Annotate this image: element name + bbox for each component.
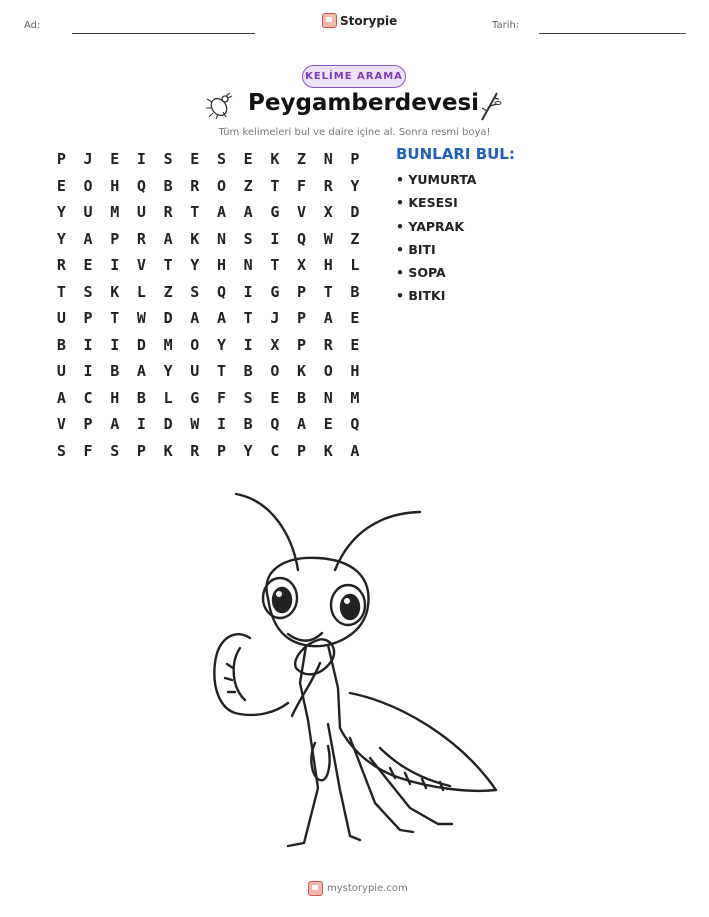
grid-letter[interactable]: P — [136, 441, 146, 460]
grid-letter[interactable]: Q — [136, 176, 146, 195]
storypie-logo-icon — [308, 881, 323, 896]
grid-letter[interactable]: T — [56, 282, 66, 301]
grid-letter[interactable]: W — [190, 415, 200, 434]
grid-letter[interactable]: P — [216, 441, 226, 460]
grid-letter[interactable]: A — [163, 229, 173, 248]
grid-letter[interactable]: Q — [297, 229, 307, 248]
word-search-badge: KELİME ARAMA — [302, 65, 406, 88]
grid-letter[interactable]: E — [110, 150, 120, 169]
grid-letter[interactable]: A — [350, 441, 360, 460]
grid-letter[interactable]: M — [163, 335, 173, 354]
grid-letter[interactable]: B — [110, 362, 120, 381]
grid-letter[interactable]: E — [350, 335, 360, 354]
grid-letter[interactable]: D — [136, 335, 146, 354]
grid-letter[interactable]: A — [243, 203, 253, 222]
word-item: • YAPRAK — [396, 218, 465, 234]
grid-letter[interactable]: Y — [56, 203, 66, 222]
instructions: Tüm kelimeleri bul ve daire içine al. Sonra resmi boya! — [218, 127, 491, 138]
grid-letter[interactable]: P — [297, 335, 307, 354]
grid-letter[interactable]: I — [110, 256, 120, 275]
grid-letter[interactable]: E — [83, 256, 93, 275]
grid-letter[interactable]: Q — [216, 282, 226, 301]
grid-letter[interactable]: H — [216, 256, 226, 275]
grid-letter[interactable]: B — [350, 282, 360, 301]
page-title: Peygamberdevesi — [248, 90, 480, 116]
grid-letter[interactable]: S — [110, 441, 120, 460]
word-item: • SOPA — [396, 265, 446, 281]
grid-letter[interactable]: Y — [350, 176, 360, 195]
grid-letter[interactable]: H — [110, 176, 120, 195]
grid-letter[interactable]: F — [297, 176, 307, 195]
grid-row — [48, 279, 368, 306]
grid-letter[interactable]: D — [163, 309, 173, 328]
find-list-title: BUNLARI BUL: — [396, 145, 515, 163]
grid-letter[interactable]: P — [110, 229, 120, 248]
grid-letter[interactable]: M — [110, 203, 120, 222]
grid-letter[interactable]: L — [163, 388, 173, 407]
grid-letter[interactable]: G — [270, 203, 280, 222]
grid-letter[interactable]: Z — [350, 229, 360, 248]
grid-letter[interactable]: X — [297, 256, 307, 275]
grid-letter[interactable]: A — [56, 388, 66, 407]
grid-letter[interactable]: M — [350, 388, 360, 407]
grid-letter[interactable]: L — [350, 256, 360, 275]
grid-letter[interactable]: A — [83, 229, 93, 248]
grid-letter[interactable]: N — [323, 388, 333, 407]
grid-row — [48, 252, 368, 279]
grid-letter[interactable]: J — [270, 309, 280, 328]
grid-letter[interactable]: U — [56, 362, 66, 381]
grid-letter[interactable]: V — [297, 203, 307, 222]
date-label: Tarih: — [492, 20, 520, 31]
grid-letter[interactable]: S — [243, 388, 253, 407]
footer — [308, 881, 408, 896]
grid-letter[interactable]: E — [350, 309, 360, 328]
grid-letter[interactable]: O — [83, 176, 93, 195]
grid-letter[interactable]: K — [270, 150, 280, 169]
grid-letter[interactable]: H — [350, 362, 360, 381]
grid-letter[interactable]: R — [190, 176, 200, 195]
grid-letter[interactable]: A — [323, 309, 333, 328]
storypie-logo-icon — [322, 13, 337, 28]
grid-letter[interactable]: S — [56, 441, 66, 460]
grid-letter[interactable]: N — [323, 150, 333, 169]
grid-letter[interactable]: B — [136, 388, 146, 407]
grid-letter[interactable]: B — [56, 335, 66, 354]
grid-letter[interactable]: N — [243, 256, 253, 275]
grid-row — [48, 226, 368, 253]
grid-letter[interactable]: T — [163, 256, 173, 275]
grid-letter[interactable]: P — [297, 282, 307, 301]
grid-letter[interactable]: T — [110, 309, 120, 328]
grid-letter[interactable]: N — [216, 229, 226, 248]
grid-letter[interactable]: F — [83, 441, 93, 460]
grid-letter[interactable]: U — [190, 362, 200, 381]
grid-letter[interactable]: O — [216, 176, 226, 195]
stick-icon — [478, 90, 502, 122]
brand-name: Storypie — [340, 13, 398, 28]
grid-letter[interactable]: V — [56, 415, 66, 434]
word-item: • BITKI — [396, 288, 446, 304]
grid-letter[interactable]: X — [270, 335, 280, 354]
grid-letter[interactable]: A — [216, 203, 226, 222]
grid-letter[interactable]: S — [163, 150, 173, 169]
grid-letter[interactable]: T — [270, 176, 280, 195]
grid-letter[interactable]: Y — [243, 441, 253, 460]
grid-letter[interactable]: U — [83, 203, 93, 222]
word-item: • YUMURTA — [396, 172, 477, 187]
grid-letter[interactable]: T — [323, 282, 333, 301]
grid-letter[interactable]: R — [56, 256, 66, 275]
grid-letter[interactable]: A — [110, 415, 120, 434]
grid-letter[interactable]: S — [190, 282, 200, 301]
grid-letter[interactable]: P — [83, 309, 93, 328]
grid-letter[interactable]: E — [323, 415, 333, 434]
grid-letter[interactable]: I — [136, 150, 146, 169]
grid-letter[interactable]: R — [190, 441, 200, 460]
grid-letter[interactable]: P — [83, 415, 93, 434]
grid-letter[interactable]: P — [297, 441, 307, 460]
grid-letter[interactable]: P — [297, 309, 307, 328]
grid-letter[interactable]: U — [136, 203, 146, 222]
grid-letter[interactable]: K — [110, 282, 120, 301]
grid-letter[interactable]: O — [190, 335, 200, 354]
grid-letter[interactable]: X — [323, 203, 333, 222]
grid-letter[interactable]: Z — [163, 282, 173, 301]
grid-letter[interactable]: R — [163, 203, 173, 222]
grid-letter[interactable]: K — [297, 362, 307, 381]
grid-letter[interactable]: O — [270, 362, 280, 381]
grid-letter[interactable]: F — [216, 388, 226, 407]
grid-letter[interactable]: S — [216, 150, 226, 169]
grid-letter[interactable]: G — [270, 282, 280, 301]
grid-letter[interactable]: Q — [350, 415, 360, 434]
grid-letter[interactable]: K — [190, 229, 200, 248]
grid-row — [48, 411, 368, 438]
grid-letter[interactable]: B — [243, 415, 253, 434]
grid-letter[interactable]: C — [270, 441, 280, 460]
grid-letter[interactable]: D — [163, 415, 173, 434]
name-line[interactable] — [72, 33, 255, 34]
mantis-illustration — [200, 488, 510, 858]
grid-letter[interactable]: A — [216, 309, 226, 328]
grid-letter[interactable]: A — [190, 309, 200, 328]
grid-letter[interactable]: K — [163, 441, 173, 460]
grid-letter[interactable]: Z — [243, 176, 253, 195]
grid-letter[interactable]: T — [190, 203, 200, 222]
grid-row — [48, 199, 368, 226]
grid-letter[interactable]: A — [297, 415, 307, 434]
grid-letter[interactable]: B — [297, 388, 307, 407]
grid-row — [48, 358, 368, 385]
grid-letter[interactable]: Q — [270, 415, 280, 434]
grid-letter[interactable]: Y — [216, 335, 226, 354]
grid-letter[interactable]: T — [270, 256, 280, 275]
grid-row — [48, 305, 368, 332]
grid-letter[interactable]: A — [136, 362, 146, 381]
grid-letter[interactable]: S — [83, 282, 93, 301]
grid-row — [48, 438, 368, 465]
grid-letter[interactable]: B — [243, 362, 253, 381]
grid-letter[interactable]: R — [136, 229, 146, 248]
word-item: • BITI — [396, 241, 436, 257]
grid-letter[interactable]: R — [323, 335, 333, 354]
grid-letter[interactable]: L — [136, 282, 146, 301]
grid-letter[interactable]: Y — [56, 229, 66, 248]
grid-letter[interactable]: H — [110, 388, 120, 407]
grid-letter[interactable]: I — [270, 229, 280, 248]
grid-letter[interactable]: Z — [297, 150, 307, 169]
brand-logo — [322, 13, 397, 28]
grid-letter[interactable]: I — [243, 282, 253, 301]
grid-letter[interactable]: O — [323, 362, 333, 381]
grid-letter[interactable]: E — [56, 176, 66, 195]
grid-letter[interactable]: E — [270, 388, 280, 407]
grid-letter[interactable]: P — [56, 150, 66, 169]
grid-letter[interactable]: P — [350, 150, 360, 169]
grid-letter[interactable]: Y — [163, 362, 173, 381]
footer-url[interactable]: mystorypie.com — [327, 883, 408, 894]
grid-row — [48, 146, 368, 173]
word-search-grid — [48, 146, 368, 464]
date-line[interactable] — [539, 33, 686, 34]
grid-letter[interactable]: I — [83, 335, 93, 354]
grid-letter[interactable]: I — [136, 415, 146, 434]
grid-letter[interactable]: E — [243, 150, 253, 169]
grid-letter[interactable]: W — [323, 229, 333, 248]
grid-row — [48, 173, 368, 200]
word-item: • KESESI — [396, 195, 458, 211]
grid-letter[interactable]: T — [243, 309, 253, 328]
grid-letter[interactable]: D — [350, 203, 360, 222]
grid-letter[interactable]: I — [110, 335, 120, 354]
grid-letter[interactable]: C — [83, 388, 93, 407]
grid-letter[interactable]: G — [190, 388, 200, 407]
beetle-icon — [204, 92, 234, 120]
grid-letter[interactable]: J — [83, 150, 93, 169]
grid-letter[interactable]: Y — [190, 256, 200, 275]
grid-letter[interactable]: I — [243, 335, 253, 354]
grid-letter[interactable]: E — [190, 150, 200, 169]
grid-row — [48, 385, 368, 412]
grid-letter[interactable]: U — [56, 309, 66, 328]
grid-letter[interactable]: B — [163, 176, 173, 195]
word-list — [396, 172, 476, 312]
grid-letter[interactable]: W — [136, 309, 146, 328]
grid-letter[interactable]: S — [243, 229, 253, 248]
grid-letter[interactable]: T — [216, 362, 226, 381]
grid-letter[interactable]: H — [323, 256, 333, 275]
grid-letter[interactable]: I — [216, 415, 226, 434]
grid-letter[interactable]: I — [83, 362, 93, 381]
grid-letter[interactable]: V — [136, 256, 146, 275]
grid-row — [48, 332, 368, 359]
grid-letter[interactable]: R — [323, 176, 333, 195]
grid-letter[interactable]: K — [323, 441, 333, 460]
name-label: Ad: — [24, 20, 41, 31]
